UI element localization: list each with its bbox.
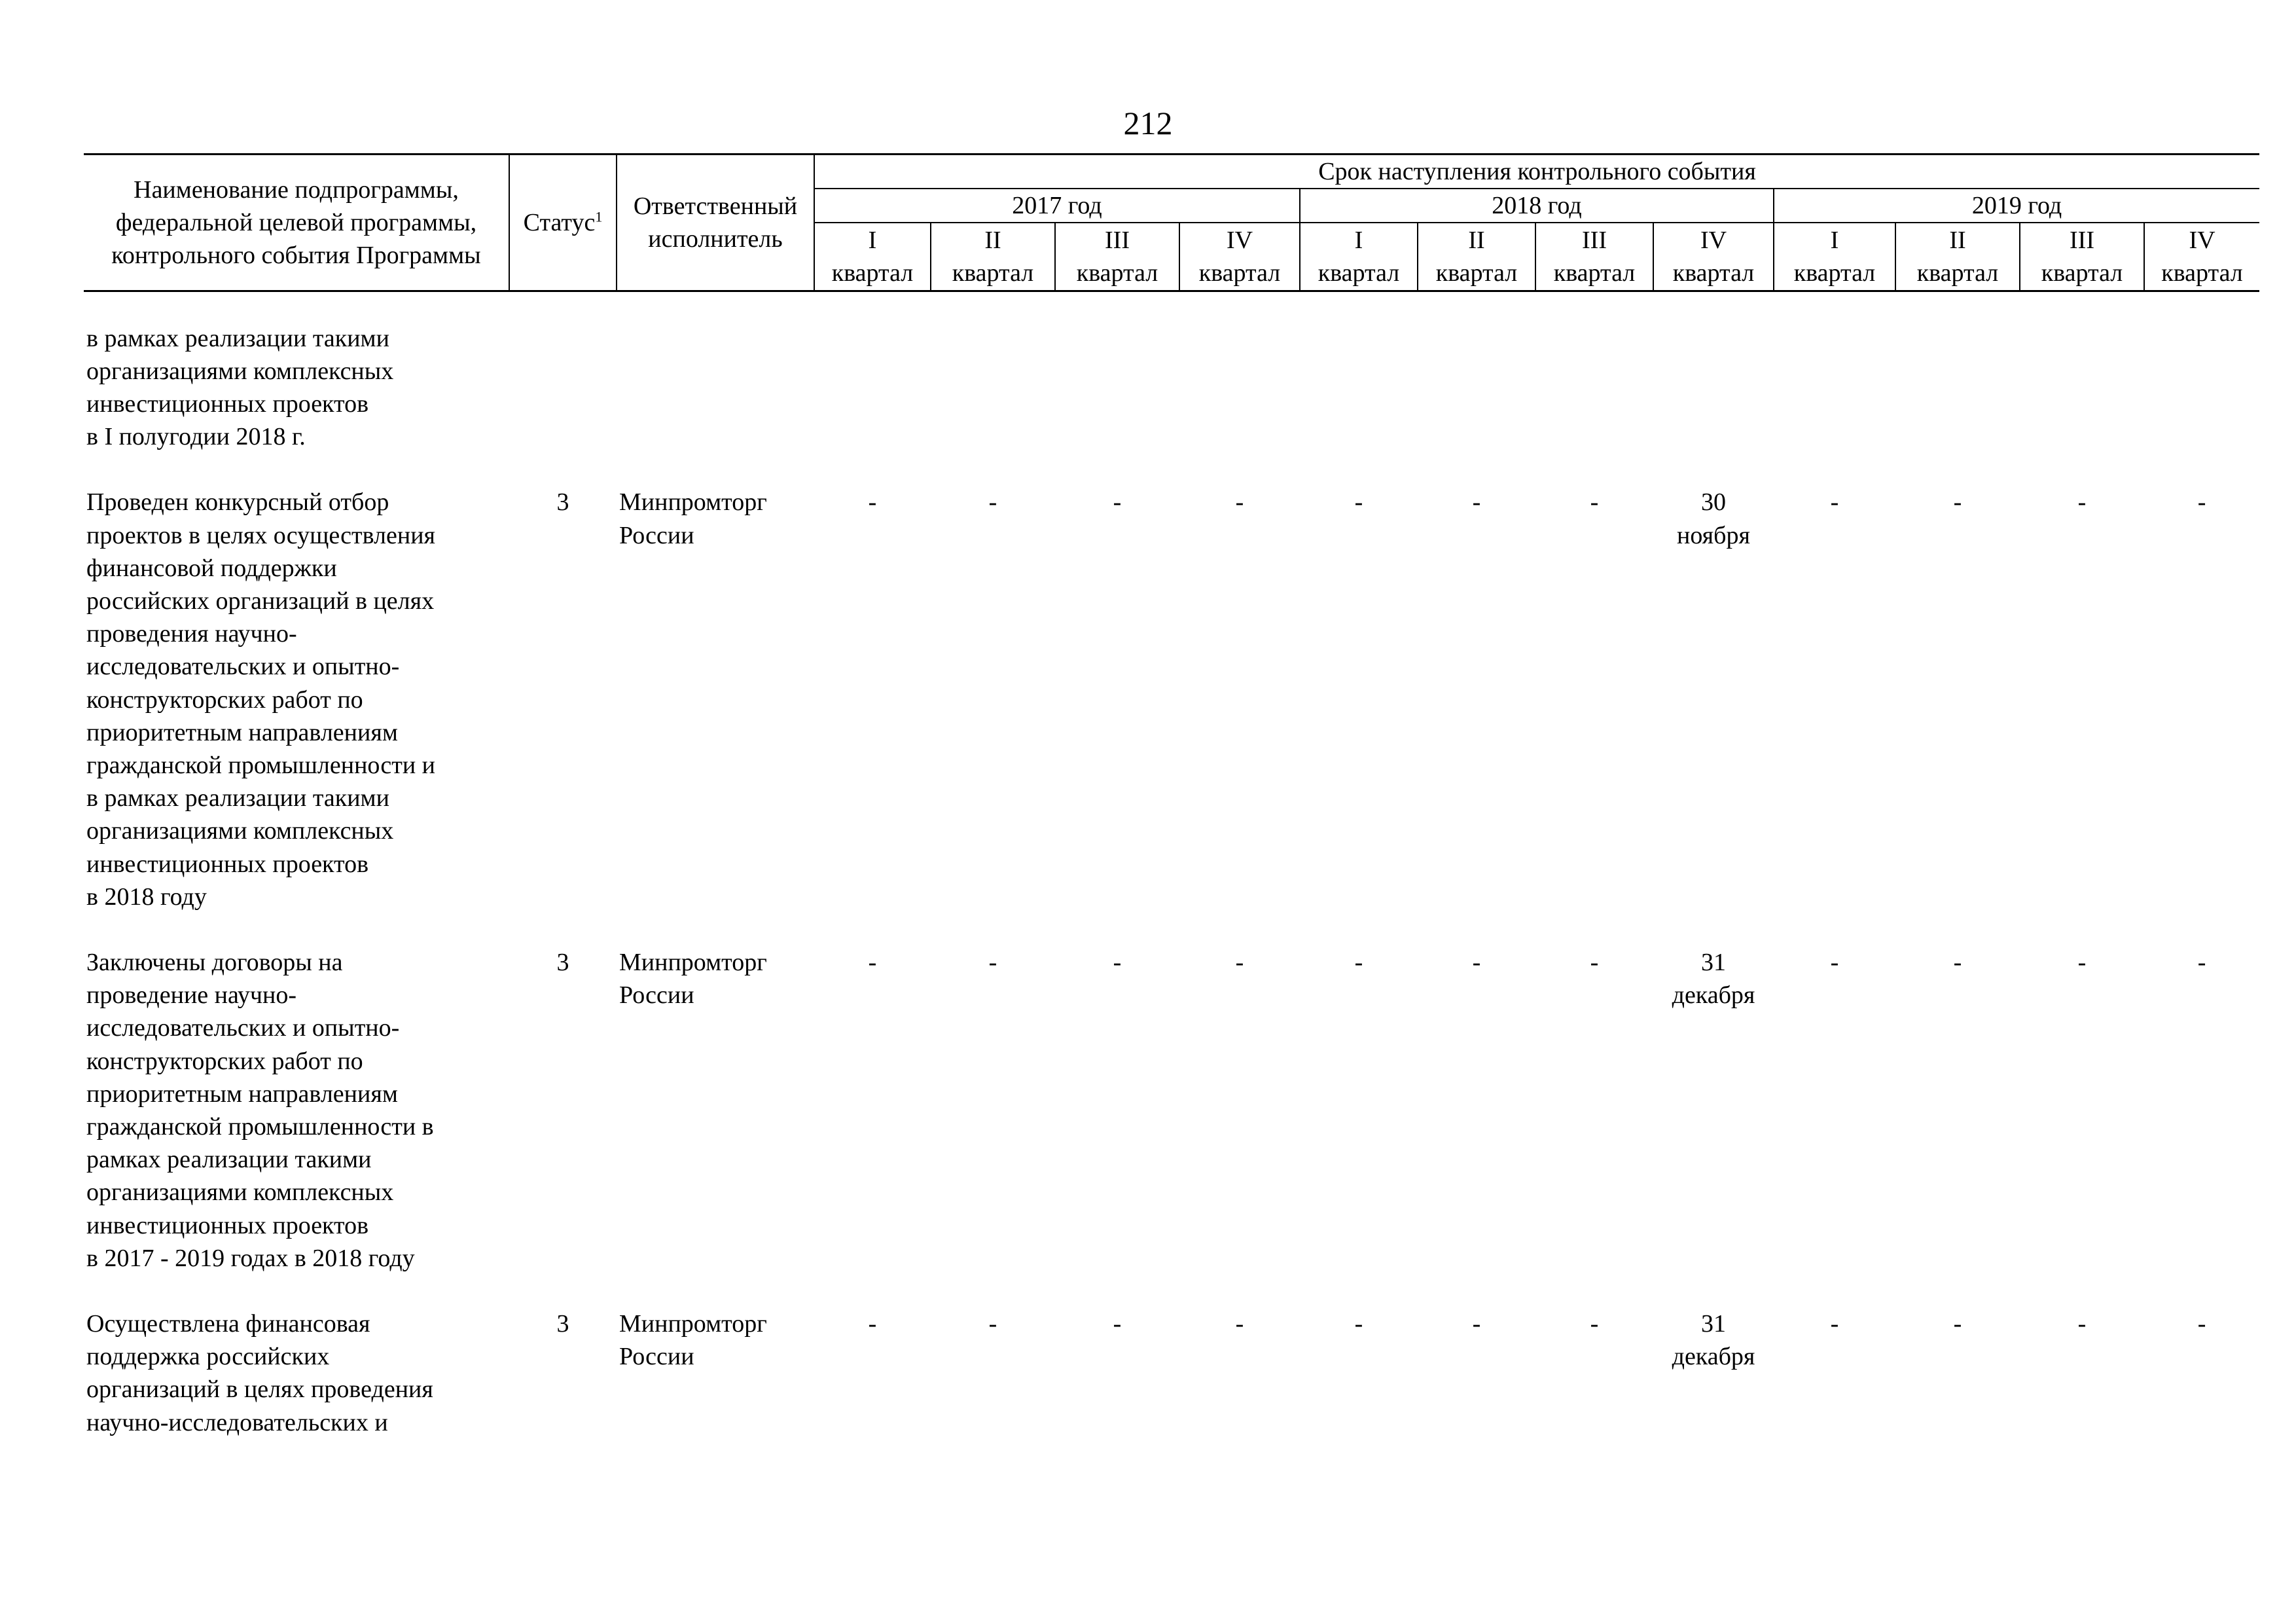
- quarter-header: III квартал: [2020, 223, 2144, 291]
- name-line: инвестиционных проектов: [86, 390, 369, 418]
- quarter-cell: [1055, 1307, 1179, 1439]
- quarter-value: -: [2077, 488, 2087, 517]
- quarter-value: -: [868, 1309, 877, 1338]
- quarter-cell: [2144, 486, 2259, 913]
- executor-column-header: Ответственный исполнитель: [617, 155, 814, 291]
- quarter-cell: [814, 946, 931, 1275]
- quarter-cell: [2020, 486, 2144, 913]
- name-line: в I полугодии 2018 г.: [86, 423, 306, 451]
- quarter-value: -: [1953, 488, 1962, 517]
- page-number: 212: [1123, 105, 1173, 141]
- name-line: проектов в целях осуществления: [86, 521, 436, 549]
- quarter-value: -: [1113, 948, 1122, 976]
- quarter-cell: [1653, 1307, 1774, 1439]
- quarter-header: II квартал: [1895, 223, 2020, 291]
- quarter-cell: [1300, 946, 1418, 1275]
- quarter-cell: [1418, 946, 1535, 1275]
- quarter-value: -: [1953, 948, 1962, 976]
- quarter-cell: [1418, 486, 1535, 913]
- quarter-value: -: [2077, 1309, 2087, 1338]
- executor-line: России: [619, 521, 694, 549]
- name-line: в 2017 - 2019 годах в 2018 году: [86, 1244, 415, 1272]
- executor-line: Минпромторг: [619, 948, 767, 976]
- quarter-cell: [931, 486, 1055, 913]
- quarter-cell: [1895, 486, 2020, 913]
- name-line: организациями комплексных: [86, 817, 394, 845]
- quarter-value: -: [1590, 1309, 1599, 1338]
- name-line: в 2018 году: [86, 883, 207, 911]
- name-line: проведение научно-: [86, 981, 297, 1010]
- control-event-name: [84, 486, 509, 913]
- quarter-value: -: [1830, 948, 1839, 976]
- quarter-value: -: [1590, 488, 1599, 517]
- quarter-header: III квартал: [1055, 223, 1179, 291]
- quarter-value: -: [1235, 948, 1244, 976]
- quarter-value: декабря: [1672, 1343, 1755, 1371]
- executor-line: России: [619, 981, 694, 1010]
- status-cell: 3: [556, 488, 569, 517]
- name-line: проведения научно-: [86, 620, 297, 648]
- name-line: исследовательских и опытно-: [86, 653, 400, 681]
- quarter-value: 30: [1701, 488, 1726, 517]
- quarter-cell: [1535, 1307, 1653, 1439]
- year-header-2019: 2019 год: [1774, 189, 2259, 223]
- quarter-cell: [1774, 1307, 1895, 1439]
- executor-line: Минпромторг: [619, 1309, 767, 1338]
- quarter-cell: [814, 322, 931, 454]
- quarter-value: -: [1235, 1309, 1244, 1338]
- executor-cell: [617, 322, 814, 454]
- executor-cell: [617, 1307, 814, 1439]
- quarter-value: -: [988, 488, 997, 517]
- quarter-cell: [1179, 486, 1300, 913]
- quarter-value: -: [1472, 488, 1481, 517]
- name-line: конструкторских работ по: [86, 685, 363, 714]
- name-line: организациями комплексных: [86, 357, 394, 385]
- status-footnote-mark: 1: [595, 208, 603, 225]
- quarter-cell: [1300, 486, 1418, 913]
- quarter-value: -: [1953, 1309, 1962, 1338]
- quarter-cell: [2144, 1307, 2259, 1439]
- table-body: [84, 291, 2259, 1439]
- name-line: Проведен конкурсный отбор: [86, 488, 389, 517]
- table-row: [84, 322, 2259, 454]
- quarter-cell: [1653, 486, 1774, 913]
- quarter-value: -: [1113, 488, 1122, 517]
- table-row: [84, 946, 2259, 1275]
- quarter-cell: [1055, 486, 1179, 913]
- quarter-value: -: [988, 1309, 997, 1338]
- quarter-value: -: [868, 948, 877, 976]
- quarter-cell: [1179, 946, 1300, 1275]
- quarter-value: -: [1113, 1309, 1122, 1338]
- name-line: финансовой поддержки: [86, 554, 337, 582]
- name-line: организациями комплексных: [86, 1178, 394, 1207]
- row-spacer: [84, 1275, 2259, 1307]
- name-line: в рамках реализации такими: [86, 784, 389, 812]
- quarter-cell: [1179, 1307, 1300, 1439]
- quarter-cell: [931, 322, 1055, 454]
- name-line: гражданской промышленности и: [86, 751, 436, 779]
- control-event-name: [84, 1307, 509, 1439]
- quarter-cell: [1774, 946, 1895, 1275]
- status-cell: [509, 322, 617, 454]
- quarter-value: -: [988, 948, 997, 976]
- status-cell: 3: [556, 1309, 569, 1338]
- year-header-2017: 2017 год: [814, 189, 1300, 223]
- quarter-value: -: [1472, 948, 1481, 976]
- quarter-cell: [814, 1307, 931, 1439]
- name-line: гражданской промышленности в: [86, 1112, 434, 1140]
- quarter-header: I квартал: [1774, 223, 1895, 291]
- quarter-value: ноября: [1677, 521, 1750, 549]
- quarter-cell: [1300, 1307, 1418, 1439]
- quarter-value: -: [2077, 948, 2087, 976]
- quarter-value: -: [1354, 948, 1363, 976]
- quarter-cell: [1774, 486, 1895, 913]
- quarter-cell: [931, 1307, 1055, 1439]
- row-spacer: [84, 291, 2259, 322]
- executor-cell: [617, 486, 814, 913]
- row-spacer: [84, 913, 2259, 946]
- quarter-header: III квартал: [1535, 223, 1653, 291]
- quarter-header: I квартал: [814, 223, 931, 291]
- executor-line: Минпромторг: [619, 488, 767, 517]
- quarter-cell: [1895, 1307, 2020, 1439]
- quarter-value: 31: [1701, 1309, 1726, 1338]
- quarter-cell: [2020, 1307, 2144, 1439]
- quarter-cell: [1418, 322, 1535, 454]
- quarter-cell: [1535, 486, 1653, 913]
- name-line: Осуществлена финансовая: [86, 1309, 370, 1338]
- quarter-value: -: [2197, 488, 2206, 517]
- name-line: приоритетным направлениям: [86, 1080, 398, 1108]
- quarter-cell: [1179, 322, 1300, 454]
- quarter-value: декабря: [1672, 981, 1755, 1010]
- quarter-value: -: [1830, 1309, 1839, 1338]
- quarter-header: IV квартал: [1179, 223, 1300, 291]
- quarter-header: I квартал: [1300, 223, 1418, 291]
- quarter-cell: [1895, 946, 2020, 1275]
- quarter-value: -: [1354, 488, 1363, 517]
- quarter-cell: [1300, 322, 1418, 454]
- table-row: [84, 486, 2259, 913]
- name-line: исследовательских и опытно-: [86, 1014, 400, 1042]
- quarter-value: -: [1472, 1309, 1481, 1338]
- name-line: научно-исследовательских и: [86, 1408, 388, 1436]
- name-line: инвестиционных проектов: [86, 850, 369, 878]
- year-header-2018: 2018 год: [1300, 189, 1774, 223]
- quarter-cell: [1653, 946, 1774, 1275]
- quarter-value: -: [2197, 948, 2206, 976]
- name-line: инвестиционных проектов: [86, 1211, 369, 1239]
- control-events-table: [84, 153, 2259, 1439]
- quarter-cell: [814, 486, 931, 913]
- executor-cell: [617, 946, 814, 1275]
- quarter-value: -: [868, 488, 877, 517]
- quarter-cell: [1895, 322, 2020, 454]
- quarter-value: -: [2197, 1309, 2206, 1338]
- control-event-name: [84, 946, 509, 1275]
- name-column-header: Наименование подпрограммы, федеральной целевой программы, контрольного события Программы: [84, 155, 509, 291]
- quarter-header: II квартал: [931, 223, 1055, 291]
- name-line: организаций в целях проведения: [86, 1376, 433, 1404]
- quarter-value: -: [1830, 488, 1839, 517]
- quarter-cell: [2144, 946, 2259, 1275]
- name-line: российских организаций в целях: [86, 587, 435, 615]
- quarter-cell: [1535, 322, 1653, 454]
- name-line: конструкторских работ по: [86, 1047, 363, 1075]
- executor-line: России: [619, 1343, 694, 1371]
- quarter-header: II квартал: [1418, 223, 1535, 291]
- quarter-cell: [1774, 322, 1895, 454]
- name-line: рамках реализации такими: [86, 1146, 372, 1174]
- table-row: [84, 1307, 2259, 1439]
- status-cell: 3: [556, 948, 569, 976]
- name-line: в рамках реализации такими: [86, 324, 389, 352]
- quarter-value: -: [1590, 948, 1599, 976]
- table-header: [84, 155, 2259, 291]
- quarter-cell: [2020, 322, 2144, 454]
- control-event-name: [84, 322, 509, 454]
- quarter-cell: [2020, 946, 2144, 1275]
- quarter-cell: [2144, 322, 2259, 454]
- name-line: Заключены договоры на: [86, 948, 343, 976]
- quarter-value: 31: [1701, 948, 1726, 976]
- quarter-cell: [1418, 1307, 1535, 1439]
- quarter-header: IV квартал: [2144, 223, 2259, 291]
- name-line: приоритетным направлениям: [86, 718, 398, 746]
- quarter-cell: [1653, 322, 1774, 454]
- row-spacer: [84, 453, 2259, 486]
- period-header: Срок наступления контрольного события: [814, 155, 2259, 189]
- quarter-cell: [1055, 322, 1179, 454]
- quarter-header: IV квартал: [1653, 223, 1774, 291]
- quarter-cell: [1055, 946, 1179, 1275]
- quarter-value: -: [1235, 488, 1244, 517]
- quarter-cell: [931, 946, 1055, 1275]
- quarter-cell: [1535, 946, 1653, 1275]
- status-column-header: Статус$^1$: [509, 155, 617, 291]
- quarter-value: -: [1354, 1309, 1363, 1338]
- name-line: поддержка российских: [86, 1343, 330, 1371]
